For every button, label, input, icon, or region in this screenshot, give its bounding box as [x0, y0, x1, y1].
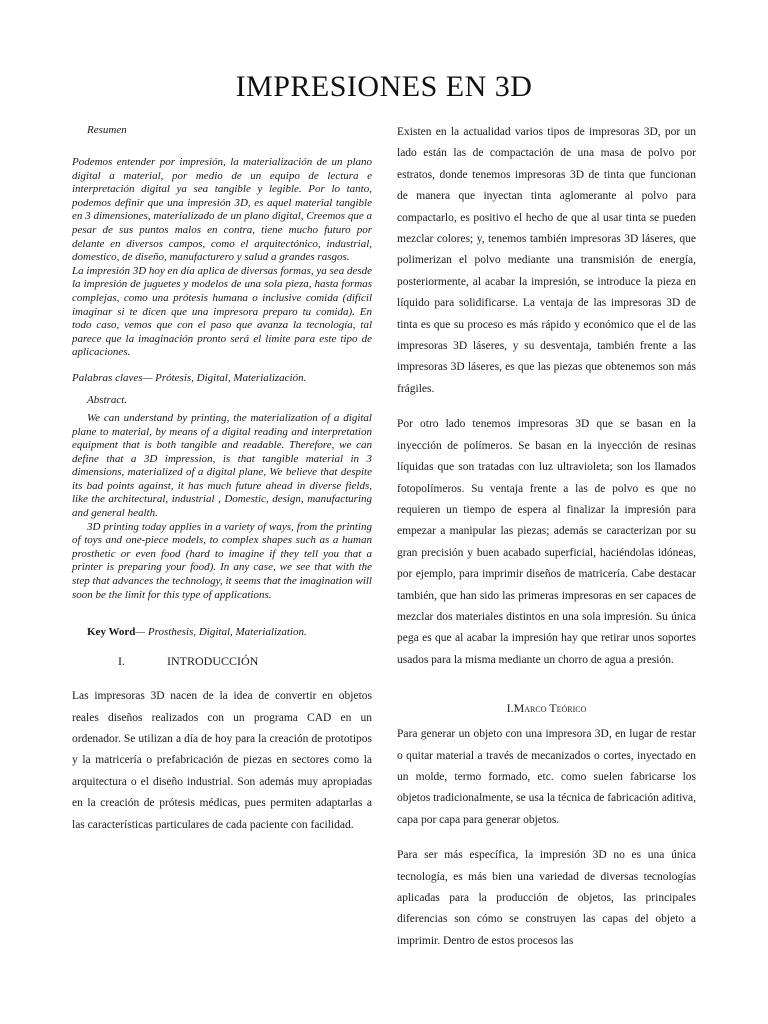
right-paragraph-3: Para generar un objeto con una impresora 3D, en lugar de restar o quitar material a través de mecanizados o cortes, inyectado en un molde, termo formado, etc. como suelen fabricarse los objetos tradicionalmente, se usa la técnica de fabricación aditiva, capa por capa para generar objetos. — [397, 728, 696, 826]
right-paragraph-2: Por otro lado tenemos impresoras 3D que se basan en la inyección de polímeros. Se basan en la inyección de resinas líquidas que son tratadas con luz ultravioleta; son los llamados fotopolímeros. Su ventaja frente a las de polvo es que no requieren un tiempo de espera al finalizar la impresión para empezar a manipular las piezas; además se caracterizan por su gran precisión y buen acabado superficial, haciéndolas idóneas, por ejemplo, para imprimir diseños de matricería. Cabe destacar también, que han sido las primeras impresoras en ser capaces de mezclar dos materiales distintos en una sola impresión. Su única pega es que al acabar la impresión hay que retirar unos soportes usados para la misma mediante un chorro de agua a presión. — [397, 418, 696, 666]
right-paragraph-4: Para ser más específica, la impresión 3D no es una única tecnología, es más bien una variedad de diversas tecnologías aplicadas para la producción de objetos, las principales diferencias son cómo se construyen las capas del objeto a imprimir. Dentro de estos procesos las — [397, 849, 696, 947]
page-title: IMPRESIONES EN 3D — [235, 70, 533, 103]
keyword-text: — Prosthesis, Digital, Materialization. — [135, 626, 307, 639]
abstract-paragraph-1: We can understand by printing, the materialization of a digital plane to material, by means of a digital reading and interpretation equipment that is both tangible and readable. Therefore, we can define that a 3D impression, is that tangible material in 3 dimensions, materialized of a digital plane, We believe that despite its bad points against, it has much future ahead in diverse fields, like the architectural, industrial , Domestic, design, manufacturing and general health. — [72, 411, 372, 520]
abstract-heading: Abstract. — [87, 393, 128, 406]
abstract-paragraph-2: 3D printing today applies in a variety of ways, from the printing of toys and one-piece models, to complex shapes such as a human prosthetic or even food (hard to imagine if they tell you that a printer is preparing your food). In any case, we see that with the step that advances the technology, it seems that the imagination will soon be the limit for this type of applications. — [72, 520, 372, 601]
intro-heading — [72, 654, 372, 669]
intro-number: I. — [118, 654, 125, 669]
intro-title: INTRODUCCIÓN — [167, 654, 259, 669]
right-column — [397, 122, 696, 952]
marco-teorico-heading: I.Marco Teórico — [506, 701, 587, 716]
resumen-heading: Resumen — [87, 124, 127, 136]
keywords-english — [87, 626, 372, 638]
resumen-paragraph-2: La impresión 3D hoy en día aplica de diversas formas, ya sea desde la impresión de juguetes y modelos de una sola pieza, hasta formas complejas, como una prótesis humana o inclusive comida (difícil imaginar si te dicen que una impresora preparo tu comida). En todo caso, vemos que con el paso que avanza la tecnología, tal parece que la imaginación pronto será el límite para este tipo de aplicaciones. — [72, 264, 372, 359]
intro-paragraph: Las impresoras 3D nacen de la idea de convertir en objetos reales diseños realizados con un programa CAD en un ordenador. Se utilizan a día de hoy para la creación de prototipos y la matricería o prefabricación de piezas en sectores como la arquitectura o el diseño industrial. Son además muy apropiadas en la creación de prótesis médicas, pues permiten adaptarlas a las características particulares de cada paciente con facilidad. — [72, 690, 372, 831]
resumen-paragraph-1: Podemos entender por impresión, la materialización de un plano digital a material, por medio de un equipo de lectura e interpretación digital ya sea tangible y legible. Por lo tanto, podemos definir que una impresión 3D, es aquel material tangible en 3 dimensiones, materializado de un plano digital, Creemos que a pesar de sus puntos malos en contra, tiene mucho futuro por delante en diversos campos, como el arquitectónico, industrial, domestico, de diseño, manufacturero y salud a grandes rasgos. — [72, 156, 372, 264]
right-paragraph-1: Existen en la actualidad varios tipos de impresoras 3D, por un lado están las de compactación de una masa de polvo por estratos, donde tenemos impresoras 3D de tinta que funcionan de manera que inyectan tinta aglomerante al polvo para compactarlo, es positivo el hecho de que al usar tinta se pueden mezclar colores; y, tenemos también impresoras 3D láseres, que polimerizan el polvo mediante una transmisión de energía, posteriormente, al acabar la impresión, se introduce la pieza en líquido para solidificarse. La ventaja de las impresoras 3D de tinta es que su proceso es más rápido y económico que el de las impresoras 3D láseres, y su desventaja, también frente a las impresoras 3D láseres, es que las piezas que obtenemos son más frágiles. — [397, 126, 696, 395]
left-column — [72, 124, 372, 836]
palabras-claves: Palabras claves— Prótesis, Digital, Materialización. — [72, 371, 307, 384]
keyword-label: Key Word — [87, 626, 136, 639]
